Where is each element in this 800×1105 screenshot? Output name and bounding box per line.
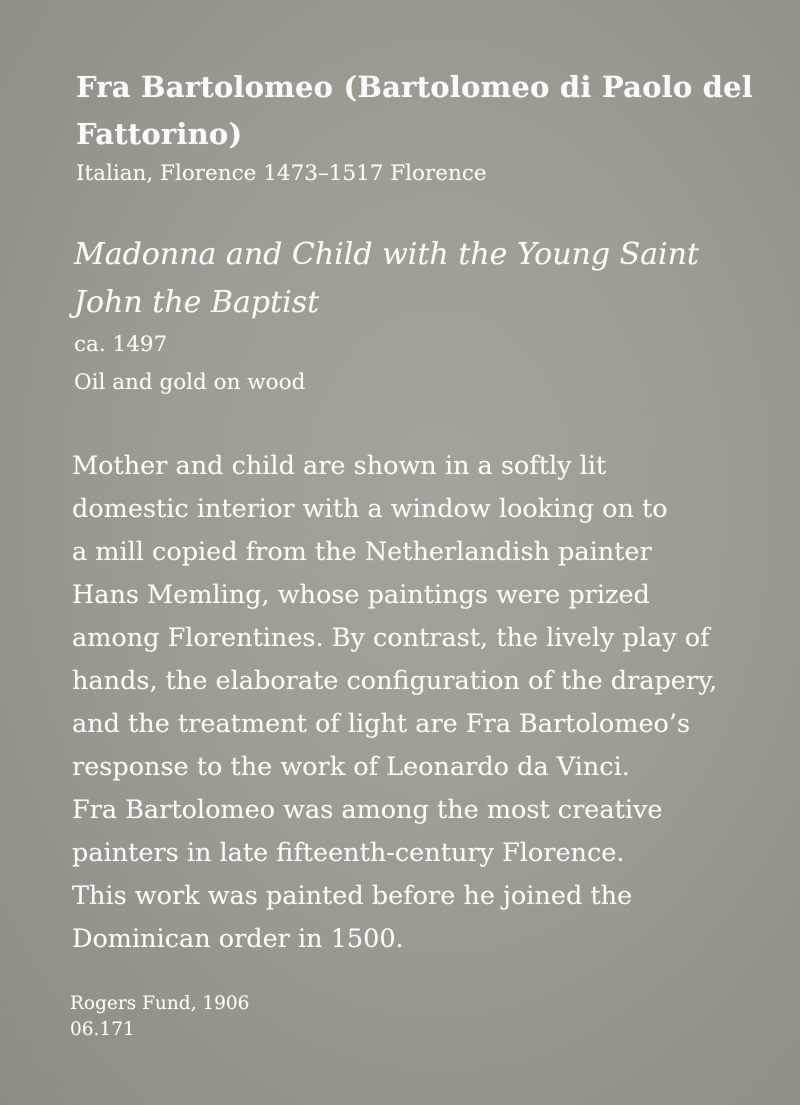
artwork-date: ca. 1497 [74, 332, 168, 357]
accession-number: 06.171 [70, 1019, 135, 1040]
artwork-title-line-2: John the Baptist [74, 285, 320, 320]
description-line: hands, the elaborate configuration of the drapery, [72, 666, 718, 696]
artwork-medium: Oil and gold on wood [74, 370, 306, 395]
artist-name-line-1: Fra Bartolomeo (Bartolomeo di Paolo del [76, 70, 754, 104]
description-line: Fra Bartolomeo was among the most creative [72, 795, 663, 825]
artist-nationality: Italian, Florence 1473–1517 Florence [76, 161, 487, 186]
description-line: and the treatment of light are Fra Bartolomeo’s [72, 709, 691, 739]
description-line: This work was painted before he joined the [72, 881, 633, 911]
credit-line: Rogers Fund, 1906 [70, 993, 250, 1014]
description-line: domestic interior with a window looking on to [72, 494, 668, 524]
description-line: painters in late fifteenth-century Florence. [72, 838, 625, 868]
artwork-title-line-1: Madonna and Child with the Young Saint [74, 237, 699, 272]
artist-name-line-2: Fattorino) [76, 117, 243, 151]
description-line: response to the work of Leonardo da Vinci. [72, 752, 630, 782]
description-line: Hans Memling, whose paintings were prized [72, 580, 650, 610]
description-line: Dominican order in 1500. [72, 924, 404, 954]
description-line: Mother and child are shown in a softly lit [72, 451, 607, 481]
description-line: a mill copied from the Netherlandish painter [72, 537, 652, 567]
description-line: among Florentines. By contrast, the lively play of [72, 623, 710, 653]
